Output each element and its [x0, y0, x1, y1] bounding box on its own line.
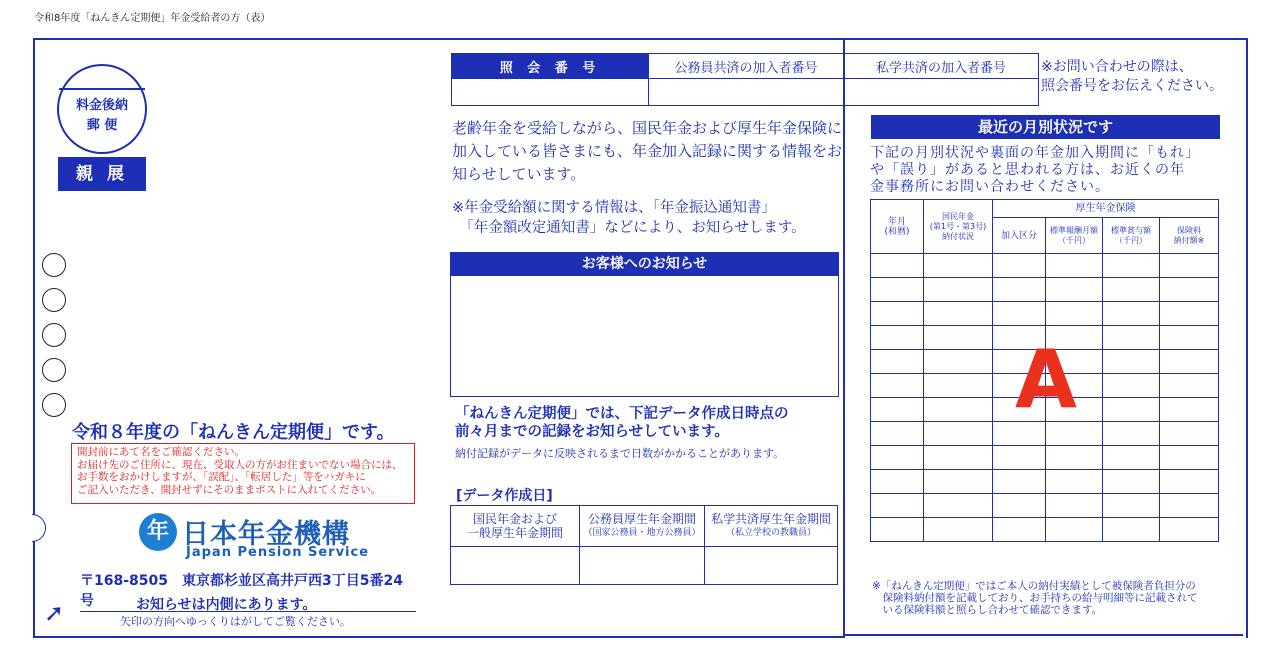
monthly-cell — [993, 302, 1046, 326]
monthly-cell — [871, 254, 924, 278]
jps-logo-icon: 年 — [139, 513, 177, 551]
monthly-cell — [871, 350, 924, 374]
monthly-cell — [1103, 422, 1160, 446]
binder-hole — [42, 253, 66, 277]
ref-number-value — [452, 79, 649, 106]
monthly-cell — [993, 518, 1046, 542]
monthly-cell — [1160, 446, 1219, 470]
data-date-value — [580, 547, 705, 585]
intro-text: 老齢年金を受給しながら、国民年金および厚生年金保険に加入している皆さまにも、年金加入記録に関する情報をお知らせしています。 — [452, 119, 843, 183]
monthly-cell — [924, 494, 993, 518]
month-header: 年月 (和暦) — [871, 200, 924, 254]
logo-japanese: 日本年金機構 — [182, 519, 350, 550]
monthly-cell — [871, 446, 924, 470]
data-date-value — [705, 547, 838, 585]
premium-paid-header: 保険料 納付額※ — [1160, 218, 1219, 254]
monthly-cell — [924, 350, 993, 374]
monthly-cell — [1103, 374, 1160, 398]
monthly-cell — [1160, 350, 1219, 374]
header-note: 令和8年度「ねんきん定期便」年金受給者の方（表） — [34, 13, 271, 24]
monthly-cell — [993, 494, 1046, 518]
monthly-cell — [924, 470, 993, 494]
monthly-cell — [871, 278, 924, 302]
monthly-cell — [1160, 374, 1219, 398]
header-line: 私学共済厚生年金期間 — [710, 512, 831, 526]
enrollment-type-header: 加入区分 — [993, 218, 1046, 254]
monthly-cell — [924, 518, 993, 542]
customer-notice-header: お客様へのお知らせ — [450, 252, 839, 276]
reference-number-table — [451, 53, 1039, 106]
postage-stamp — [57, 64, 147, 154]
ref-header: 照 会 番 号 — [452, 54, 649, 79]
monthly-cell — [871, 470, 924, 494]
monthly-cell — [871, 494, 924, 518]
data-date-table — [450, 505, 838, 585]
monthly-cell — [1160, 494, 1219, 518]
monthly-cell — [1160, 278, 1219, 302]
monthly-cell — [1103, 326, 1160, 350]
monthly-cell — [1160, 518, 1219, 542]
logo-english: Japan Pension Service — [186, 545, 370, 560]
mailer-title: 令和８年度の「ねんきん定期便」です。 — [72, 422, 395, 443]
reflect-note: 納付記録がデータに反映されるまで日数がかかることがあります。 — [455, 447, 785, 460]
header-line: 公務員厚生年金期間 — [587, 512, 696, 526]
private-school-number-header: 私学共済の加入者番号 — [844, 54, 1039, 79]
benefit-info-note: ※年金受給額に関する情報は、「年金振込通知書」 「年金額改定通知書」などにより、お知らせします。 — [452, 200, 806, 236]
monthly-status-description: 下記の月別状況や裏面の年金加入期間に「もれ」 や「誤り」があると思われる方は、お近くの年 金事務所にお問い合わせください。 — [870, 145, 1200, 195]
sender-address: 〒168-8505 東京都杉並区高井戸西3丁目5番24号 — [80, 570, 416, 612]
monthly-cell — [924, 446, 993, 470]
delivery-warning: 開封前にあて名をご確認ください。 お届け先のご住所に、現在、受取人の方がお住まいでない場合には、 お手数をおかけしますが、「誤配」、「転居した」等をハガキに ご記入いただき、開封せずにそのままポストに入れてください。 — [71, 443, 415, 504]
monthly-cell — [993, 278, 1046, 302]
national-pension-period-header — [451, 506, 580, 547]
standard-bonus-header: 標準賞与額 （千円） — [1103, 218, 1160, 254]
confidential-label: 親 展 — [58, 157, 146, 191]
inside-note: お知らせは内側にあります。 — [136, 597, 317, 613]
monthly-cell — [924, 398, 993, 422]
stamp-line2: 郵 便 — [86, 118, 118, 133]
monthly-cell — [924, 422, 993, 446]
frame-edge — [33, 636, 843, 638]
monthly-cell — [1046, 446, 1103, 470]
monthly-cell — [993, 470, 1046, 494]
monthly-cell — [924, 326, 993, 350]
civil-servant-period-header — [580, 506, 705, 547]
sample-mark: A — [1015, 333, 1077, 426]
employee-pension-group-header: 厚生年金保険 — [993, 200, 1219, 218]
binder-hole — [42, 288, 66, 312]
monthly-cell — [924, 254, 993, 278]
monthly-footnote: ※「ねんきん定期便」ではご本人の納付実績として被保険者負担分の 保険料納付額を記載しており、お手持ちの給与明細等に記載されて いる保険料額と照らし合わせて確認できます。 — [872, 580, 1198, 616]
monthly-cell — [1103, 398, 1160, 422]
monthly-row — [871, 278, 1219, 302]
header-line: （私立学校の教職員） — [725, 528, 816, 538]
monthly-cell — [1160, 422, 1219, 446]
binder-hole — [42, 393, 66, 417]
private-school-period-header — [705, 506, 838, 547]
monthly-cell — [871, 374, 924, 398]
monthly-cell — [924, 278, 993, 302]
monthly-cell — [1046, 518, 1103, 542]
data-date-header: [データ作成日] — [456, 488, 553, 504]
monthly-cell — [1160, 326, 1219, 350]
standard-monthly-salary-header: 標準報酬月額 （千円） — [1046, 218, 1103, 254]
national-pension-status-header: 国民年金 (第1号・第3号) 納付状況 — [924, 200, 993, 254]
monthly-row — [871, 302, 1219, 326]
monthly-row — [871, 254, 1219, 278]
monthly-cell — [1103, 254, 1160, 278]
monthly-cell — [1046, 278, 1103, 302]
monthly-cell — [924, 302, 993, 326]
binder-hole — [42, 323, 66, 347]
private-school-number-value — [844, 79, 1039, 106]
monthly-cell — [1046, 470, 1103, 494]
monthly-cell — [1103, 302, 1160, 326]
monthly-cell — [1103, 446, 1160, 470]
monthly-cell — [1046, 494, 1103, 518]
monthly-cell — [871, 302, 924, 326]
teikibin-explanation: 「ねんきん定期便」では、下記データ作成日時点の 前々月までの記録をお知らせしています。 — [455, 406, 789, 440]
monthly-cell — [1160, 398, 1219, 422]
monthly-cell — [1160, 254, 1219, 278]
header-line: 一般厚生年金期間 — [466, 526, 563, 540]
stamp-divider — [59, 88, 145, 90]
header-line: 国民年金および — [472, 512, 557, 526]
stamp-line1: 料金後納 — [75, 98, 128, 113]
monthly-cell — [993, 446, 1046, 470]
monthly-cell — [1103, 494, 1160, 518]
monthly-cell — [1046, 254, 1103, 278]
binder-hole — [42, 358, 66, 382]
monthly-row — [871, 470, 1219, 494]
frame-edge — [843, 634, 1243, 636]
monthly-row — [871, 494, 1219, 518]
header-line: （国家公務員・地方公務員） — [583, 528, 701, 538]
monthly-cell — [871, 326, 924, 350]
monthly-cell — [871, 422, 924, 446]
monthly-cell — [871, 398, 924, 422]
monthly-cell — [924, 374, 993, 398]
civil-servant-number-value — [649, 79, 844, 106]
ref-note: ※お問い合わせの際は、 照会番号をお伝えください。 — [1041, 59, 1223, 94]
monthly-cell — [1160, 302, 1219, 326]
monthly-cell — [1103, 518, 1160, 542]
monthly-cell — [1103, 350, 1160, 374]
monthly-cell — [993, 254, 1046, 278]
monthly-cell — [1103, 470, 1160, 494]
peel-arrow-icon: ➚ — [44, 599, 65, 627]
monthly-cell — [871, 518, 924, 542]
civil-servant-number-header: 公務員共済の加入者番号 — [649, 54, 844, 79]
monthly-status-header: 最近の月別状況です — [871, 115, 1220, 139]
monthly-cell — [1046, 302, 1103, 326]
monthly-row — [871, 518, 1219, 542]
monthly-cell — [1103, 278, 1160, 302]
monthly-row — [871, 446, 1219, 470]
peel-instruction: 矢印の方向へゆっくりはがしてご覧ください。 — [120, 615, 351, 628]
data-date-value — [451, 547, 580, 585]
monthly-cell — [1160, 470, 1219, 494]
